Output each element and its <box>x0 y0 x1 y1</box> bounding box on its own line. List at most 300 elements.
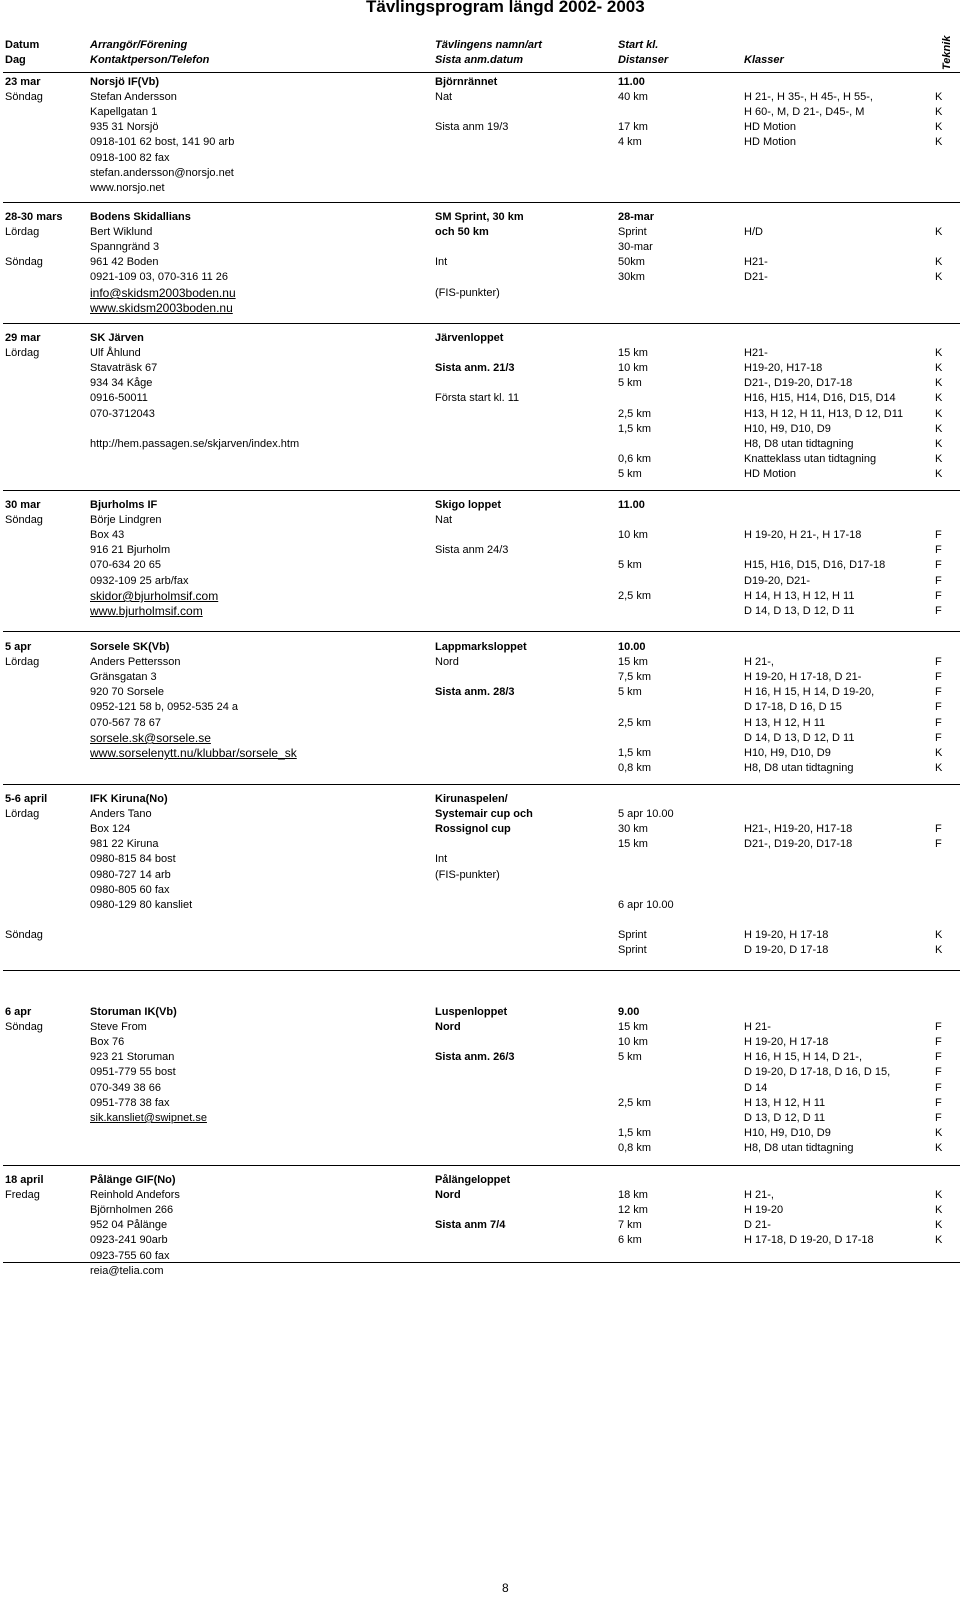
cell-race: Första start kl. 11 <box>435 392 520 404</box>
race-row <box>0 943 960 958</box>
cell-distance: 2,5 km <box>618 408 652 420</box>
cell-classes: H 13, H 12, H 11 <box>744 717 826 729</box>
cell-classes: H13, H 12, H 11, H13, D 12, D11 <box>744 408 904 420</box>
cell-race: Sista anm. 28/3 <box>435 686 515 698</box>
cell-classes: Knatteklass utan tidtagning <box>744 453 877 465</box>
cell-organizer: Kapellgatan 1 <box>90 106 158 118</box>
cell-organizer: 0980-129 80 kansliet <box>90 899 193 911</box>
race-row <box>0 731 960 746</box>
cell-date: Lördag <box>5 226 40 238</box>
cell-classes: H10, H9, D10, D9 <box>744 1127 831 1139</box>
cell-date: Söndag <box>5 1021 43 1033</box>
cell-classes: H 19-20, H 21-, H 17-18 <box>744 529 862 541</box>
cell-organizer: 0980-727 14 arb <box>90 869 171 881</box>
cell-date: Söndag <box>5 514 43 526</box>
race-row <box>0 1111 960 1126</box>
cell-distance: 0,6 km <box>618 453 652 465</box>
cell-organizer: 070-3712043 <box>90 408 155 420</box>
cell-classes: H10, H9, D10, D9 <box>744 747 831 759</box>
cell-organizer: Ulf Åhlund <box>90 347 141 359</box>
cell-distance: 4 km <box>618 136 642 148</box>
cell-organizer: 0918-100 82 fax <box>90 152 170 164</box>
cell-organizer: 961 42 Boden <box>90 256 159 268</box>
cell-race: Sista anm 7/4 <box>435 1219 506 1231</box>
cell-distance: 28-mar <box>618 211 655 223</box>
race-row <box>0 105 960 120</box>
cell-classes: H19-20, H17-18 <box>744 362 823 374</box>
section-divider <box>3 202 960 203</box>
cell-classes: H8, D8 utan tidtagning <box>744 1142 854 1154</box>
cell-technique: K <box>935 1189 943 1201</box>
race-row <box>0 898 960 913</box>
race-row <box>0 574 960 589</box>
cell-technique: K <box>935 762 943 774</box>
cell-distance: 7 km <box>618 1219 642 1231</box>
cell-technique: K <box>935 1204 943 1216</box>
cell-technique: F <box>935 529 942 541</box>
cell-technique: K <box>935 1219 943 1231</box>
race-row <box>0 883 960 898</box>
cell-organizer: 923 21 Storuman <box>90 1051 175 1063</box>
cell-organizer: SK Järven <box>90 332 144 344</box>
cell-race: Sista anm. 26/3 <box>435 1051 515 1063</box>
cell-date: 18 april <box>5 1174 44 1186</box>
cell-organizer: Steve From <box>90 1021 147 1033</box>
cell-race: och 50 km <box>435 226 489 238</box>
cell-organizer: Spanngränd 3 <box>90 241 160 253</box>
section-divider <box>3 631 960 632</box>
cell-race: Nat <box>435 514 453 526</box>
cell-classes: D 14, D 13, D 12, D 11 <box>744 732 855 744</box>
cell-technique: K <box>935 1142 943 1154</box>
contact-link[interactable]: stefan.andersson@norsjo.net <box>90 167 234 179</box>
cell-organizer: 0923-755 60 fax <box>90 1250 170 1262</box>
contact-link[interactable]: www.norsjo.net <box>90 182 165 194</box>
race-row <box>0 513 960 528</box>
race-row <box>0 792 960 807</box>
header-row-2 <box>0 53 960 67</box>
cell-race: Sista anm. 21/3 <box>435 362 515 374</box>
contact-link[interactable]: sorsele.sk@sorsele.se <box>90 731 211 745</box>
cell-technique: K <box>935 271 943 283</box>
contact-link[interactable]: sik.kansliet@swipnet.se <box>90 1112 207 1124</box>
cell-organizer: Anders Tano <box>90 808 152 820</box>
cell-organizer: 070-634 20 65 <box>90 559 161 571</box>
cell-distance: 7,5 km <box>618 671 652 683</box>
cell-organizer: 0918-101 62 bost, 141 90 arb <box>90 136 235 148</box>
race-row <box>0 422 960 437</box>
race-row <box>0 240 960 255</box>
cell-classes: H10, H9, D10, D9 <box>744 423 831 435</box>
cell-classes: H8, D8 utan tidtagning <box>744 762 854 774</box>
cell-organizer: Stavaträsk 67 <box>90 362 158 374</box>
cell-organizer: Anders Pettersson <box>90 656 181 668</box>
cell-distance: 1,5 km <box>618 747 652 759</box>
cell-organizer: 0932-109 25 arb/fax <box>90 575 189 587</box>
cell-distance: 2,5 km <box>618 590 652 602</box>
race-row <box>0 270 960 285</box>
cell-distance: 30km <box>618 271 645 283</box>
contact-link[interactable]: skidor@bjurholmsif.com <box>90 589 219 603</box>
section-divider <box>3 784 960 785</box>
cell-classes: D 14 <box>744 1082 768 1094</box>
cell-distance: 0,8 km <box>618 1142 652 1154</box>
race-row <box>0 151 960 166</box>
cell-technique: K <box>935 256 943 268</box>
cell-technique: K <box>935 408 943 420</box>
cell-technique: K <box>935 747 943 759</box>
cell-date: 5-6 april <box>5 793 48 805</box>
cell-date: 30 mar <box>5 499 41 511</box>
race-row <box>0 1188 960 1203</box>
cell-technique: F <box>935 1036 942 1048</box>
race-row <box>0 1233 960 1248</box>
header-day: Dag <box>5 54 26 66</box>
race-row <box>0 807 960 822</box>
cell-classes: H 21-, <box>744 656 774 668</box>
cell-organizer: 0951-779 55 bost <box>90 1066 176 1078</box>
cell-classes: D 19-20, D 17-18, D 16, D 15, <box>744 1066 891 1078</box>
race-row <box>0 685 960 700</box>
cell-classes: D21-, D19-20, D17-18 <box>744 838 853 850</box>
cell-organizer: 0951-778 38 fax <box>90 1097 170 1109</box>
cell-technique: K <box>935 1234 943 1246</box>
race-row <box>0 1005 960 1020</box>
cell-technique: F <box>935 686 942 698</box>
race-row <box>0 543 960 558</box>
cell-classes: H 13, H 12, H 11 <box>744 1097 826 1109</box>
race-row <box>0 255 960 270</box>
cell-organizer: Björnholmen 266 <box>90 1204 174 1216</box>
race-row <box>0 670 960 685</box>
cell-distance: 15 km <box>618 838 648 850</box>
cell-distance: 30-mar <box>618 241 653 253</box>
cell-technique: K <box>935 438 943 450</box>
cell-classes: H 21-, H 35-, H 45-, H 55-, <box>744 91 873 103</box>
cell-race: Int <box>435 256 448 268</box>
cell-technique: F <box>935 732 942 744</box>
cell-technique: F <box>935 838 942 850</box>
cell-technique: K <box>935 226 943 238</box>
column-header <box>0 38 960 72</box>
race-row <box>0 558 960 573</box>
cell-organizer: Bert Wiklund <box>90 226 153 238</box>
cell-distance: 15 km <box>618 347 648 359</box>
cell-distance: 11.00 <box>618 76 645 88</box>
cell-classes: H 14, H 13, H 12, H 11 <box>744 590 855 602</box>
header-classes: Klasser <box>744 54 784 66</box>
race-row <box>0 1126 960 1141</box>
cell-distance: 18 km <box>618 1189 648 1201</box>
contact-link[interactable]: info@skidsm2003boden.nu <box>90 286 236 300</box>
cell-organizer: Gränsgatan 3 <box>90 671 157 683</box>
cell-race: Nord <box>435 656 459 668</box>
race-row <box>0 746 960 761</box>
race-row <box>0 1203 960 1218</box>
contact-link[interactable]: http://hem.passagen.se/skjarven/index.htm <box>90 438 300 450</box>
cell-distance: 30 km <box>618 823 648 835</box>
cell-classes: D21- <box>744 271 768 283</box>
race-row <box>0 837 960 852</box>
cell-race: (FIS-punkter) <box>435 287 500 299</box>
cell-organizer: 952 04 Pålänge <box>90 1219 168 1231</box>
cell-distance: 50km <box>618 256 645 268</box>
cell-classes: D19-20, D21- <box>744 575 811 587</box>
cell-distance: 9.00 <box>618 1006 640 1018</box>
race-row <box>0 1264 960 1279</box>
cell-classes: H 16, H 15, H 14, D 21-, <box>744 1051 862 1063</box>
race-row <box>0 1081 960 1096</box>
cell-distance: Sprint <box>618 226 647 238</box>
cell-technique: F <box>935 1051 942 1063</box>
cell-classes: H21- <box>744 347 768 359</box>
cell-distance: 1,5 km <box>618 423 652 435</box>
race-row <box>0 1020 960 1035</box>
race-row <box>0 655 960 670</box>
cell-race: Järvenloppet <box>435 332 504 344</box>
section-divider <box>3 1262 960 1263</box>
race-row <box>0 1173 960 1188</box>
cell-classes: H15, H16, D15, D16, D17-18 <box>744 559 886 571</box>
cell-race: (FIS-punkter) <box>435 869 500 881</box>
cell-distance: 5 km <box>618 1051 642 1063</box>
cell-date: Söndag <box>5 929 43 941</box>
cell-distance: 15 km <box>618 656 648 668</box>
cell-organizer: Box 43 <box>90 529 125 541</box>
cell-technique: F <box>935 1112 942 1124</box>
cell-organizer: Sorsele SK(Vb) <box>90 641 170 653</box>
cell-date: Lördag <box>5 347 40 359</box>
cell-organizer: 0916-50011 <box>90 392 148 404</box>
cell-organizer: IFK Kiruna(No) <box>90 793 168 805</box>
cell-classes: D 19-20, D 17-18 <box>744 944 829 956</box>
header-deadline: Sista anm.datum <box>435 54 524 66</box>
cell-distance: 10 km <box>618 1036 648 1048</box>
cell-organizer: Börje Lindgren <box>90 514 162 526</box>
cell-date: 23 mar <box>5 76 41 88</box>
page-number: 8 <box>502 1581 509 1595</box>
cell-organizer: 934 34 Kåge <box>90 377 153 389</box>
cell-race: Rossignol cup <box>435 823 511 835</box>
cell-classes: H 19-20 <box>744 1204 784 1216</box>
cell-technique: K <box>935 106 943 118</box>
cell-classes: HD Motion <box>744 468 796 480</box>
race-row <box>0 640 960 655</box>
cell-organizer: 916 21 Bjurholm <box>90 544 171 556</box>
cell-race: Kirunaspelen/ <box>435 793 508 805</box>
cell-organizer: Norsjö IF(Vb) <box>90 76 160 88</box>
race-row <box>0 604 960 619</box>
cell-classes: H 19-20, H 17-18, D 21- <box>744 671 862 683</box>
race-row <box>0 391 960 406</box>
race-row <box>0 1050 960 1065</box>
cell-technique: F <box>935 1097 942 1109</box>
cell-distance: 5 km <box>618 559 642 571</box>
cell-technique: K <box>935 1127 943 1139</box>
cell-classes: HD Motion <box>744 121 796 133</box>
cell-distance: 5 km <box>618 377 642 389</box>
cell-classes: D21-, D19-20, D17-18 <box>744 377 853 389</box>
cell-race: Nat <box>435 91 453 103</box>
cell-distance: 5 km <box>618 686 642 698</box>
race-row <box>0 181 960 196</box>
cell-distance: 6 apr 10.00 <box>618 899 674 911</box>
race-row <box>0 852 960 867</box>
cell-classes: H 21-, <box>744 1189 774 1201</box>
cell-organizer: Bodens Skidallians <box>90 211 191 223</box>
race-row <box>0 437 960 452</box>
race-row <box>0 210 960 225</box>
cell-technique: F <box>935 671 942 683</box>
cell-classes: HD Motion <box>744 136 796 148</box>
race-row <box>0 1035 960 1050</box>
cell-organizer: 070-567 78 67 <box>90 717 161 729</box>
contact-link[interactable]: www.bjurholmsif.com <box>90 604 203 618</box>
contact-link[interactable]: www.sorselenytt.nu/klubbar/sorsele_sk <box>90 746 297 760</box>
cell-classes: D 13, D 12, D 11 <box>744 1112 826 1124</box>
header-race-name: Tävlingens namn/art <box>435 39 542 51</box>
cell-distance: 0,8 km <box>618 762 652 774</box>
cell-technique: F <box>935 823 942 835</box>
cell-organizer: 0980-805 60 fax <box>90 884 170 896</box>
cell-distance: 6 km <box>618 1234 642 1246</box>
race-row <box>0 498 960 513</box>
race-row <box>0 700 960 715</box>
race-row <box>0 868 960 883</box>
cell-organizer: 935 31 Norsjö <box>90 121 159 133</box>
cell-organizer: 0923-241 90arb <box>90 1234 168 1246</box>
cell-race: Luspenloppet <box>435 1006 508 1018</box>
cell-organizer: 0980-815 84 bost <box>90 853 176 865</box>
cell-date: Lördag <box>5 656 40 668</box>
cell-race: SM Sprint, 30 km <box>435 211 524 223</box>
cell-distance: 10 km <box>618 362 648 374</box>
cell-technique: K <box>935 121 943 133</box>
cell-classes: H 19-20, H 17-18 <box>744 929 829 941</box>
cell-distance: 10 km <box>618 529 648 541</box>
cell-distance: 1,5 km <box>618 1127 652 1139</box>
race-row <box>0 913 960 928</box>
cell-date: Lördag <box>5 808 40 820</box>
race-row <box>0 286 960 301</box>
cell-classes: H 21- <box>744 1021 771 1033</box>
cell-distance: 15 km <box>618 1021 648 1033</box>
cell-race: Sista anm 19/3 <box>435 121 509 133</box>
cell-date: Söndag <box>5 256 43 268</box>
cell-distance: 12 km <box>618 1204 648 1216</box>
cell-classes: H 16, H 15, H 14, D 19-20, <box>744 686 875 698</box>
cell-technique: K <box>935 362 943 374</box>
cell-technique: K <box>935 453 943 465</box>
cell-distance: 2,5 km <box>618 717 652 729</box>
cell-technique: F <box>935 590 942 602</box>
cell-classes: H 17-18, D 19-20, D 17-18 <box>744 1234 874 1246</box>
document-title: Tävlingsprogram längd 2002- 2003 <box>366 0 645 16</box>
cell-technique: F <box>935 656 942 668</box>
cell-organizer: Reinhold Andefors <box>90 1189 180 1201</box>
contact-link[interactable]: reia@telia.com <box>90 1265 164 1277</box>
cell-distance: 17 km <box>618 121 648 133</box>
cell-organizer: Box 124 <box>90 823 131 835</box>
race-row <box>0 928 960 943</box>
header-date: Datum <box>5 39 40 51</box>
cell-organizer: Box 76 <box>90 1036 125 1048</box>
race-row <box>0 528 960 543</box>
cell-classes: H/D <box>744 226 763 238</box>
cell-technique: K <box>935 347 943 359</box>
race-row <box>0 467 960 482</box>
cell-organizer: 981 22 Kiruna <box>90 838 159 850</box>
race-row <box>0 225 960 240</box>
section-divider <box>3 1165 960 1166</box>
cell-organizer: 0952-121 58 b, 0952-535 24 a <box>90 701 239 713</box>
cell-organizer: Pålänge GIF(No) <box>90 1174 176 1186</box>
cell-distance: Sprint <box>618 929 647 941</box>
race-row <box>0 1096 960 1111</box>
cell-organizer: 920 70 Sorsele <box>90 686 164 698</box>
race-row <box>0 452 960 467</box>
cell-date: 28-30 mars <box>5 211 63 223</box>
cell-organizer: Storuman IK(Vb) <box>90 1006 177 1018</box>
cell-race: Lappmarksloppet <box>435 641 527 653</box>
cell-classes: D 14, D 13, D 12, D 11 <box>744 605 855 617</box>
cell-organizer: 070-349 38 66 <box>90 1082 161 1094</box>
race-row <box>0 1065 960 1080</box>
cell-technique: F <box>935 701 942 713</box>
race-row <box>0 1141 960 1156</box>
cell-organizer: Bjurholms IF <box>90 499 158 511</box>
cell-race: Skigo loppet <box>435 499 501 511</box>
cell-distance: 11.00 <box>618 499 645 511</box>
race-row <box>0 407 960 422</box>
race-row <box>0 716 960 731</box>
cell-technique: K <box>935 392 943 404</box>
race-row <box>0 301 960 316</box>
section-divider <box>3 970 960 971</box>
cell-date: Söndag <box>5 91 43 103</box>
contact-link[interactable]: www.skidsm2003boden.nu <box>90 301 233 315</box>
cell-date: 5 apr <box>5 641 32 653</box>
cell-classes: D 21- <box>744 1219 771 1231</box>
cell-classes: H 19-20, H 17-18 <box>744 1036 829 1048</box>
cell-technique: F <box>935 1082 942 1094</box>
cell-technique: K <box>935 929 943 941</box>
cell-technique: F <box>935 1021 942 1033</box>
race-row <box>0 1218 960 1233</box>
cell-classes: D 17-18, D 16, D 15 <box>744 701 842 713</box>
cell-distance: 5 km <box>618 468 642 480</box>
cell-distance: 10.00 <box>618 641 646 653</box>
race-row <box>0 90 960 105</box>
cell-classes: H21- <box>744 256 768 268</box>
cell-race: Björnrännet <box>435 76 498 88</box>
cell-classes: H16, H15, H14, D16, D15, D14 <box>744 392 896 404</box>
cell-distance: 2,5 km <box>618 1097 652 1109</box>
header-technique: Teknik <box>941 35 953 70</box>
cell-technique: K <box>935 468 943 480</box>
cell-technique: F <box>935 1066 942 1078</box>
race-row <box>0 331 960 346</box>
cell-race: Systemair cup och <box>435 808 533 820</box>
header-start-time: Start kl. <box>618 39 659 51</box>
cell-technique: K <box>935 91 943 103</box>
header-divider <box>3 72 960 73</box>
race-row <box>0 166 960 181</box>
cell-technique: K <box>935 944 943 956</box>
cell-race: Nord <box>435 1021 461 1033</box>
cell-technique: K <box>935 377 943 389</box>
header-distances: Distanser <box>618 54 669 66</box>
